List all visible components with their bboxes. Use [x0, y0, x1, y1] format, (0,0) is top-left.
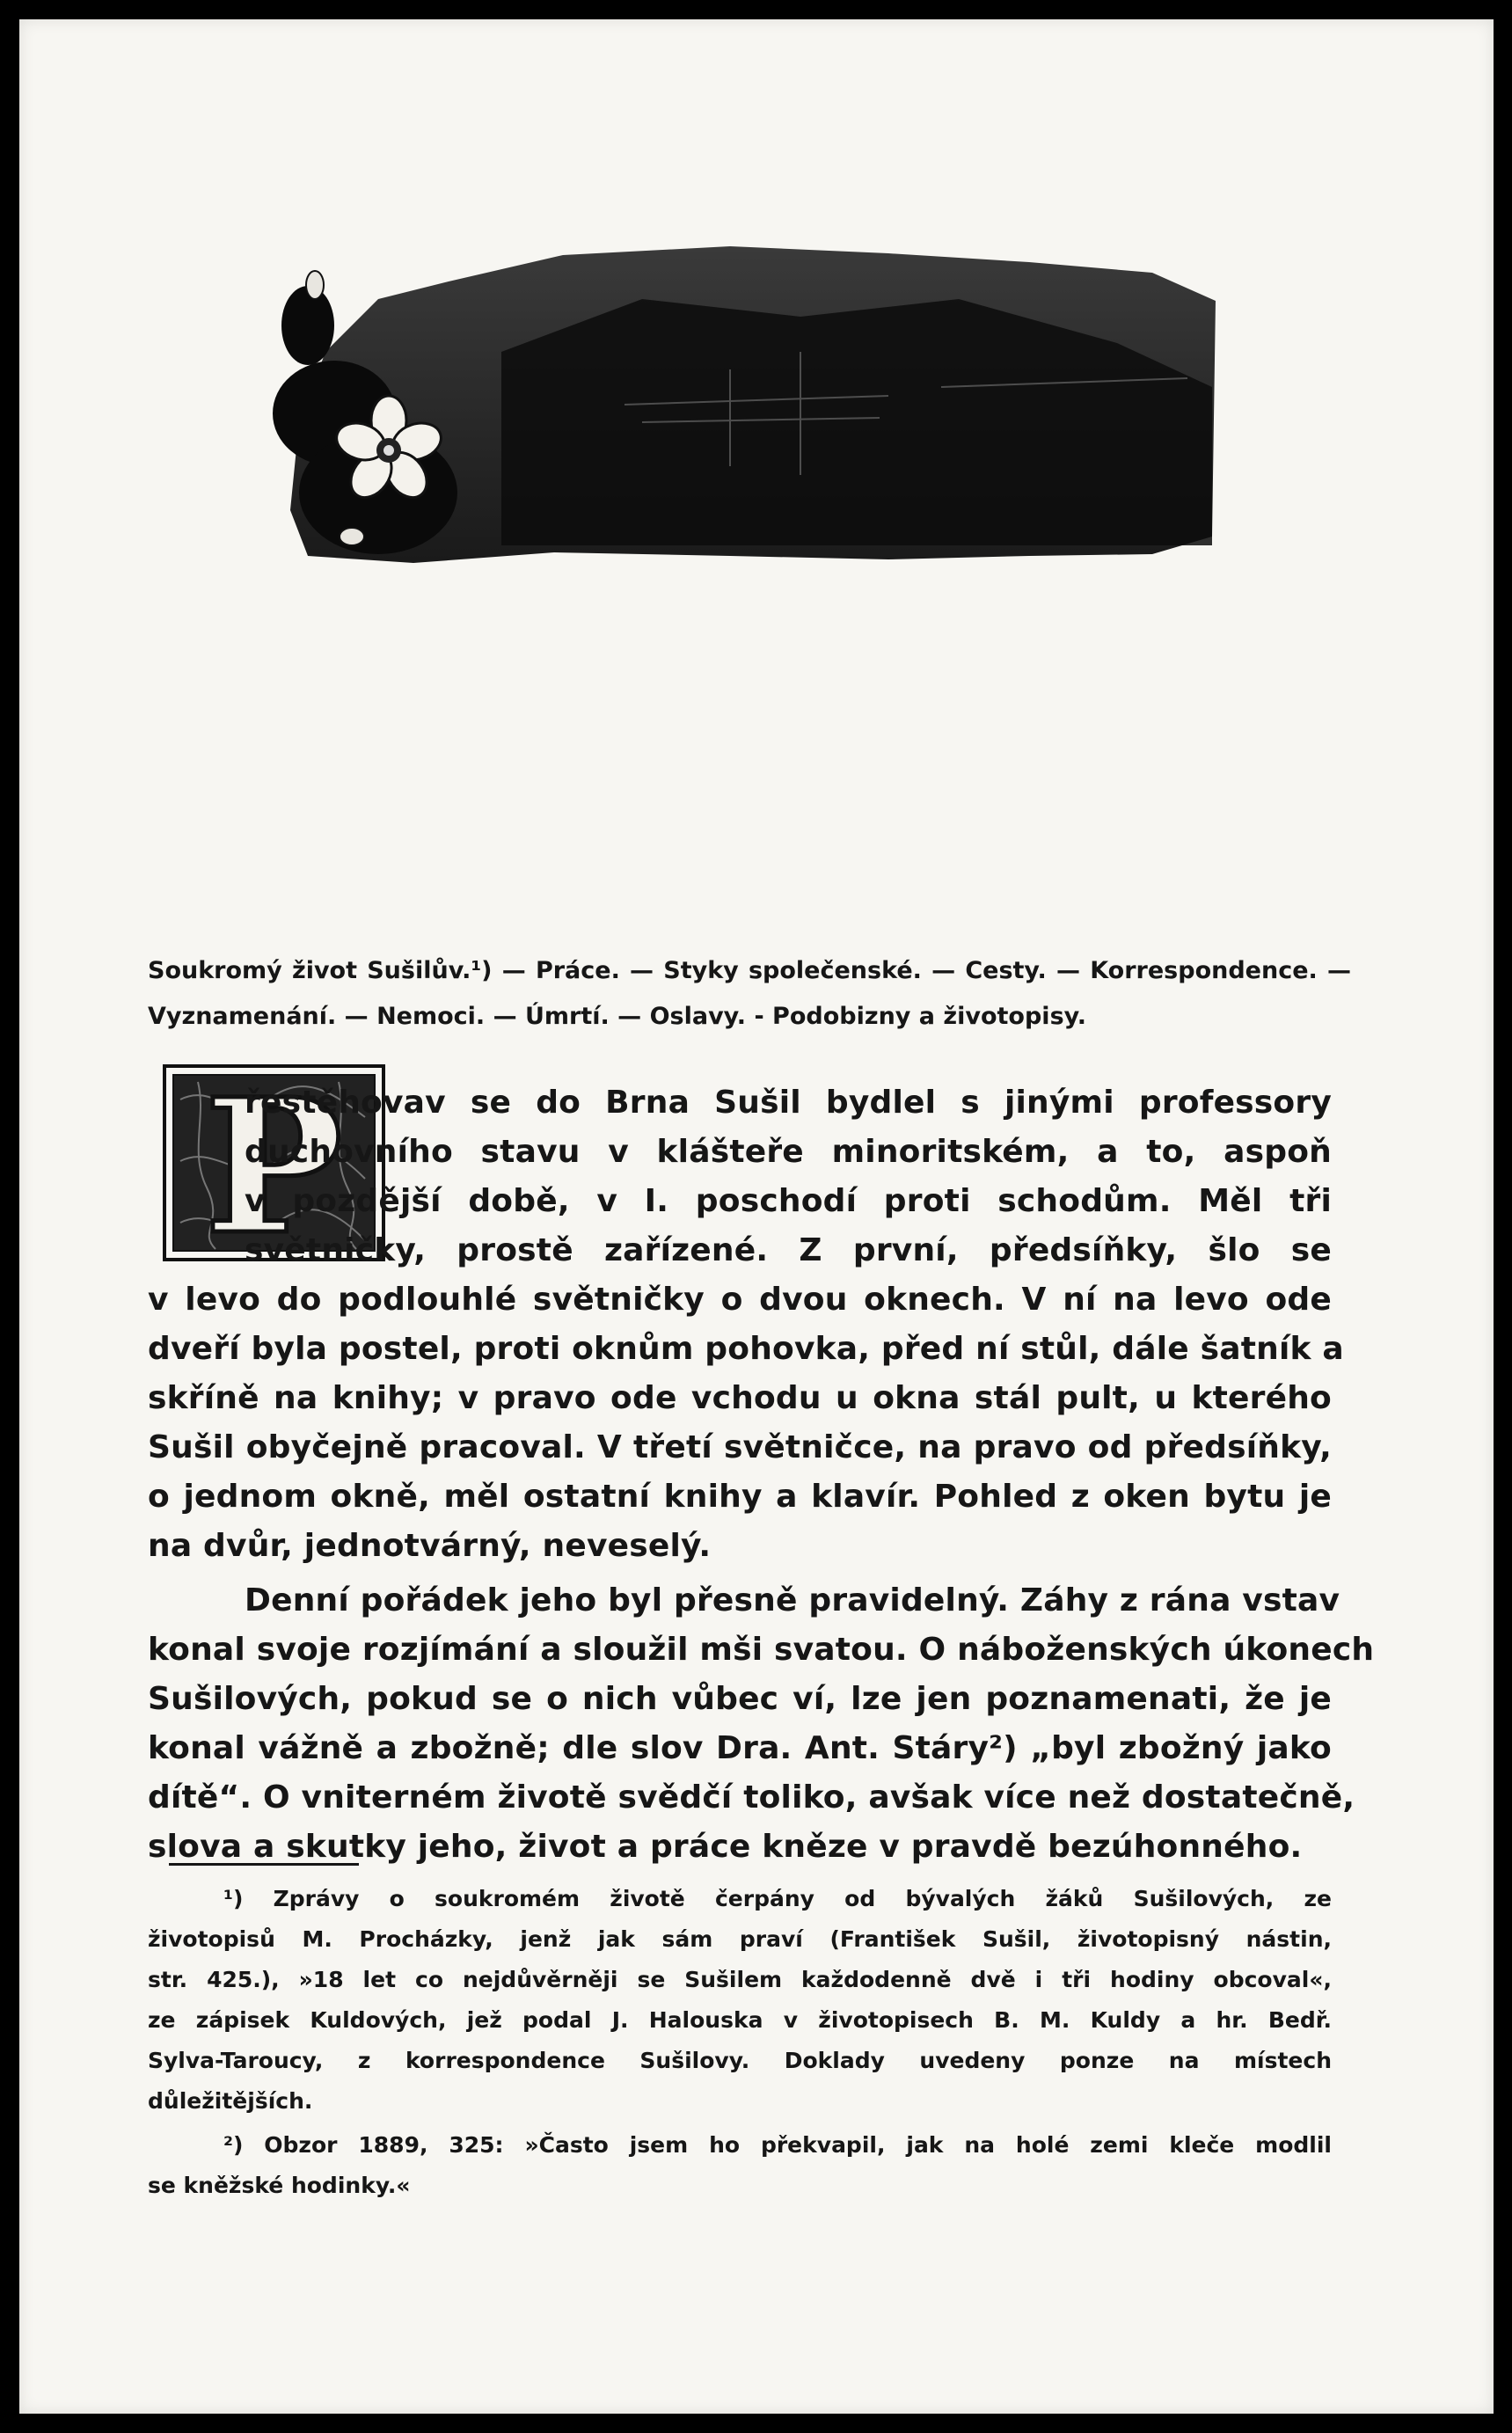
footnote-rule [169, 1863, 359, 1866]
body-line: světničky, prostě zařízené. Z první, předsíňky, šlo se [245, 1232, 1332, 1268]
body-line: skříně na knihy; v pravo ode vchodu u okna stál pult, u kterého [148, 1380, 1332, 1416]
body-line: na dvůr, jednotvárný, neveselý. [148, 1528, 712, 1564]
body-line: Sušil obyčejně pracoval. V třetí světničce, na pravo od předsíňky, [148, 1429, 1332, 1465]
body-line: dítě“. O vniterném životě svědčí toliko, avšak více než dostatečně, [148, 1779, 1355, 1816]
footnote-line: ¹) Zprávy o soukromém životě čerpány od bývalých žáků Sušilových, ze [223, 1886, 1332, 1911]
body-line: dveří byla postel, proti oknům pohovka, před ní stůl, dále šatník a [148, 1331, 1344, 1367]
drop-cap-letter: P [204, 1064, 343, 1261]
footnote-line: str. 425.), »18 let co nejdůvěrněji se Sušilem každodenně dvě i tři hodiny obcoval«, [148, 1967, 1332, 1992]
body-line: slova a skutky jeho, život a práce kněze v pravdě bezúhonného. [148, 1829, 1303, 1865]
body-line: konal svoje rozjímání a sloužil mši svatou. O náboženských úkonech [148, 1632, 1375, 1668]
body-line: o jednom okně, měl ostatní knihy a klavír. Pohled z oken bytu je [148, 1479, 1332, 1515]
body-line: řestěhovav se do Brna Sušil bydlel s jinými professory [245, 1085, 1332, 1121]
body-line: v pozdější době, v I. poschodí proti schodům. Měl tři [245, 1183, 1332, 1219]
footnote-line: se kněžské hodinky.« [148, 2173, 411, 2198]
footnote-line: důležitějších. [148, 2088, 313, 2114]
section-summary: Soukromý život Sušilův.¹) — Práce. — Styky společenské. — Cesty. — Korrespondence. — Vyznamenání. — Nemoci. — Úmrtí. — Oslavy. - Podobizny a životopisy. [148, 957, 1351, 1030]
body-line: Denní pořádek jeho byl přesně pravidelný. Záhy z rána vstav [245, 1582, 1340, 1618]
footnote-line: Sylva-Taroucy, z korrespondence Sušilovy. Doklady uvedeny ponze na místech [148, 2048, 1332, 2073]
footnote-line: ²) Obzor 1889, 325: »Často jsem ho překvapil, jak na holé zemi kleče modlil [223, 2132, 1332, 2158]
body-line: v levo do podlouhlé světničky o dvou oknech. V ní na levo ode [148, 1282, 1332, 1318]
body-line: Sušilových, pokud se o nich vůbec ví, lze jen poznamenati, že je [148, 1681, 1332, 1717]
footnote-line: životopisů M. Procházky, jenž jak sám praví (František Sušil, životopisný nástin, [148, 1926, 1332, 1952]
body-line: konal vážně a zbožně; dle slov Dra. Ant. Stáry²) „byl zbožný jako [148, 1730, 1332, 1766]
book-page [19, 19, 1494, 2414]
body-line: duchovního stavu v klášteře minoritském, a to, aspoň [245, 1134, 1332, 1170]
footnote-line: ze zápisek Kuldových, jež podal J. Halouska v životopisech B. M. Kuldy a hr. Bedř. [148, 2007, 1332, 2033]
headpiece-illustration [273, 246, 1217, 572]
